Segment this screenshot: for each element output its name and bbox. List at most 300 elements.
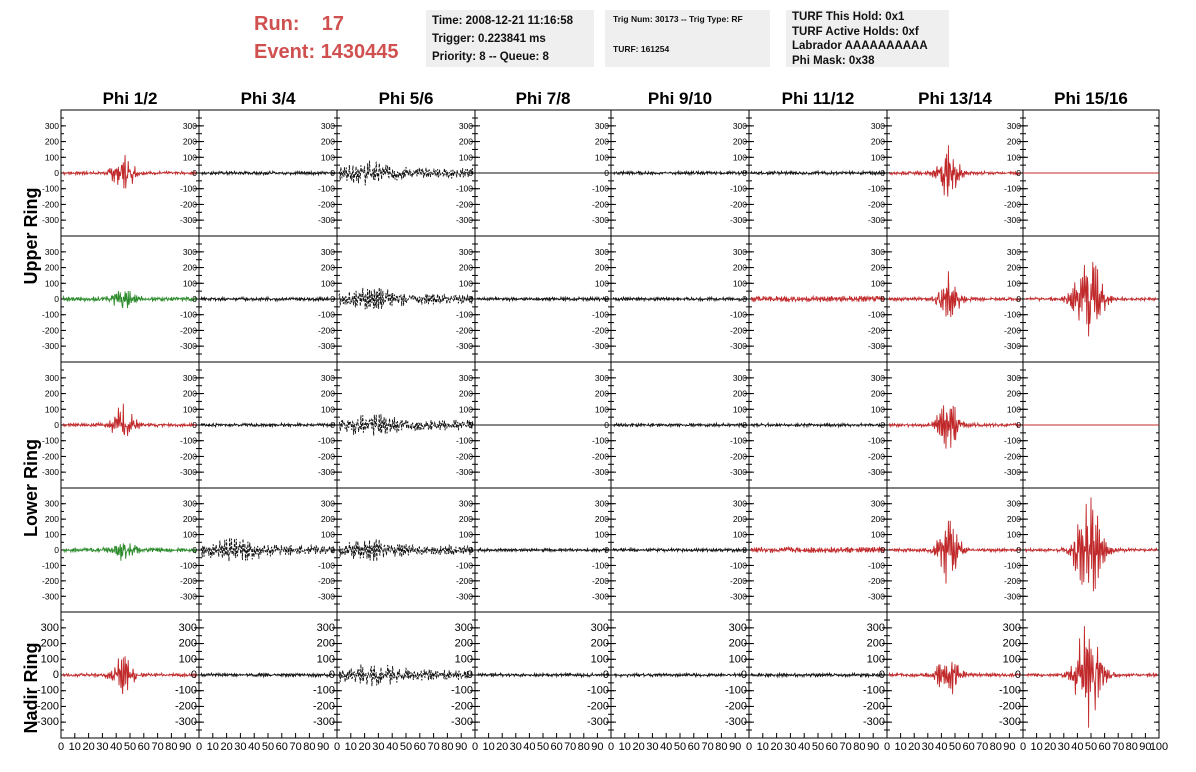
x-tick-label: 90 <box>729 741 742 753</box>
y-tick-label: -200 <box>998 700 1021 713</box>
x-tick-label: 80 <box>303 741 316 753</box>
y-tick-label: -100 <box>179 560 197 571</box>
y-tick-label: 100 <box>732 529 747 540</box>
x-tick-label: 10 <box>206 741 219 753</box>
y-tick-label: 200 <box>594 136 609 147</box>
y-tick-label: -200 <box>455 199 473 210</box>
y-tick-label: 100 <box>320 278 335 289</box>
y-tick-label: 200 <box>732 136 747 147</box>
y-tick-label: 0 <box>742 545 747 555</box>
y-tick-label: -300 <box>179 591 197 602</box>
y-tick-label: 100 <box>866 653 885 666</box>
y-tick-label: -200 <box>591 325 609 336</box>
y-tick-label: 300 <box>870 498 885 509</box>
y-tick-label: 300 <box>590 621 609 634</box>
y-tick-label: 0 <box>742 294 747 304</box>
y-tick-label: 0 <box>192 545 197 555</box>
y-tick-label: -100 <box>179 309 197 320</box>
y-tick-label: -300 <box>867 467 885 478</box>
y-tick-label: 0 <box>468 420 473 430</box>
y-tick-label: -300 <box>729 341 747 352</box>
x-tick-label: 30 <box>1057 741 1070 753</box>
y-tick-label: 0 <box>52 669 59 681</box>
y-tick-label: -300 <box>312 716 335 729</box>
y-tick-label: 100 <box>594 278 609 289</box>
y-tick-label: 200 <box>594 262 609 273</box>
y-tick-label: -200 <box>729 199 747 210</box>
y-tick-label: -200 <box>729 575 747 586</box>
x-tick-label: 90 <box>455 741 468 753</box>
y-tick-label: 100 <box>728 653 747 666</box>
waveform-panel <box>42 236 199 362</box>
y-tick-label: -100 <box>729 309 747 320</box>
x-tick-label: 20 <box>908 741 921 753</box>
y-tick-label: 0 <box>54 545 59 555</box>
y-tick-label: 300 <box>732 120 747 131</box>
x-tick-label: 30 <box>96 741 109 753</box>
y-tick-label: -300 <box>317 467 335 478</box>
y-tick-label: 200 <box>320 136 335 147</box>
column-header: Phi 7/8 <box>515 89 571 108</box>
x-tick-label: 30 <box>509 741 522 753</box>
y-tick-label: 300 <box>458 498 473 509</box>
y-tick-label: -100 <box>41 560 59 571</box>
y-tick-label: 100 <box>320 404 335 415</box>
y-tick-label: -300 <box>41 341 59 352</box>
y-tick-label: -300 <box>179 467 197 478</box>
y-tick-label: 200 <box>182 262 197 273</box>
turf-active-text: TURF Active Holds: 0xf <box>792 25 919 38</box>
y-tick-label: -200 <box>455 325 473 336</box>
y-tick-label: 0 <box>742 168 747 178</box>
y-tick-label: -100 <box>729 435 747 446</box>
y-tick-label: -100 <box>998 684 1021 697</box>
y-tick-label: -200 <box>729 451 747 462</box>
y-tick-label: -300 <box>317 215 335 226</box>
y-tick-label: 200 <box>732 514 747 525</box>
y-tick-label: -200 <box>862 700 885 713</box>
y-tick-label: 100 <box>1006 404 1021 415</box>
y-tick-label: -300 <box>867 215 885 226</box>
y-tick-label: 0 <box>604 545 609 555</box>
y-tick-label: 100 <box>320 529 335 540</box>
waveform-panel <box>868 110 1023 236</box>
y-tick-label: -200 <box>317 199 335 210</box>
y-tick-label: -100 <box>450 684 473 697</box>
y-tick-label: -300 <box>729 215 747 226</box>
y-tick-label: 100 <box>870 152 885 163</box>
y-tick-label: -100 <box>591 560 609 571</box>
y-tick-label: 300 <box>870 120 885 131</box>
y-tick-label: -300 <box>41 215 59 226</box>
x-tick-label: 80 <box>577 741 590 753</box>
turf-text: TURF: 161254 <box>613 44 670 54</box>
x-tick-label: 70 <box>289 741 302 753</box>
x-tick-label: 10 <box>618 741 631 753</box>
column-header: Phi 3/4 <box>240 89 296 108</box>
y-tick-label: -200 <box>591 451 609 462</box>
x-tick-label: 10 <box>68 741 81 753</box>
y-tick-label: -100 <box>41 435 59 446</box>
y-tick-label: -200 <box>867 325 885 336</box>
y-tick-label: -200 <box>591 575 609 586</box>
x-tick-label: 70 <box>1112 741 1125 753</box>
y-tick-label: 0 <box>878 669 885 681</box>
y-tick-label: 100 <box>44 529 59 540</box>
y-tick-label: -300 <box>450 716 473 729</box>
y-tick-label: 0 <box>54 294 59 304</box>
y-tick-label: 300 <box>182 120 197 131</box>
y-tick-label: 300 <box>594 498 609 509</box>
waveform-panel <box>456 362 611 488</box>
x-tick-label: 70 <box>839 741 852 753</box>
y-tick-label: -100 <box>591 435 609 446</box>
x-tick-label: 0 <box>333 741 341 753</box>
y-tick-label: -300 <box>862 716 885 729</box>
x-tick-label: 10 <box>756 741 769 753</box>
y-tick-label: -100 <box>724 684 747 697</box>
y-tick-label: -300 <box>729 467 747 478</box>
y-tick-label: -100 <box>455 183 473 194</box>
y-tick-label: -200 <box>867 199 885 210</box>
y-tick-label: -100 <box>312 684 335 697</box>
x-tick-label: 70 <box>151 741 164 753</box>
y-tick-label: 300 <box>182 246 197 257</box>
waveform-panel <box>318 236 475 362</box>
y-tick-label: 100 <box>44 278 59 289</box>
y-tick-label: 300 <box>44 246 59 257</box>
x-tick-label: 80 <box>853 741 866 753</box>
y-tick-label: 100 <box>732 404 747 415</box>
y-tick-label: 200 <box>44 388 59 399</box>
x-tick-label: 30 <box>372 741 385 753</box>
y-tick-label: -100 <box>317 560 335 571</box>
waveform-panel <box>592 110 749 236</box>
y-tick-label: 0 <box>468 545 473 555</box>
y-tick-label: -200 <box>317 325 335 336</box>
y-tick-label: -200 <box>450 700 473 713</box>
y-tick-label: 200 <box>458 514 473 525</box>
x-tick-label: 60 <box>687 741 700 753</box>
x-tick-label: 0 <box>745 741 753 753</box>
y-tick-label: -200 <box>1003 199 1021 210</box>
x-tick-label: 40 <box>1071 741 1084 753</box>
waveform-panel <box>868 362 1023 488</box>
y-tick-label: -100 <box>729 560 747 571</box>
priority-text: Priority: 8 -- Queue: 8 <box>432 51 549 63</box>
y-tick-label: -100 <box>1003 560 1021 571</box>
waveform-panel <box>180 110 337 236</box>
y-tick-label: -300 <box>179 341 197 352</box>
trigger-text: Trigger: 0.223841 ms <box>432 33 546 45</box>
y-tick-label: 100 <box>454 653 473 666</box>
x-tick-label: 40 <box>798 741 811 753</box>
y-tick-label: -200 <box>179 575 197 586</box>
y-tick-label: -200 <box>586 700 609 713</box>
waveform-panel <box>1004 488 1159 612</box>
x-tick-label: 90 <box>1003 741 1016 753</box>
y-tick-label: 200 <box>1002 637 1021 650</box>
y-tick-label: 200 <box>1006 262 1021 273</box>
y-tick-label: 300 <box>732 498 747 509</box>
y-tick-label: 300 <box>40 621 59 634</box>
y-tick-label: -200 <box>591 199 609 210</box>
x-tick-label: 50 <box>536 741 550 753</box>
waveform-panel <box>180 488 337 612</box>
x-tick-label: 50 <box>123 741 137 753</box>
y-tick-label: 0 <box>468 294 473 304</box>
waveform-panel <box>42 110 199 236</box>
y-tick-label: 100 <box>1006 152 1021 163</box>
y-tick-label: 100 <box>44 404 59 415</box>
event-label: Event: <box>254 41 316 63</box>
y-tick-label: 100 <box>870 404 885 415</box>
y-tick-label: 100 <box>458 404 473 415</box>
x-tick-label: 20 <box>496 741 509 753</box>
y-tick-label: -200 <box>36 700 59 713</box>
y-tick-label: 300 <box>1006 246 1021 257</box>
y-tick-label: 200 <box>870 514 885 525</box>
y-tick-label: -300 <box>174 716 197 729</box>
y-tick-label: 100 <box>178 653 197 666</box>
y-tick-label: -300 <box>455 467 473 478</box>
y-tick-label: 200 <box>458 262 473 273</box>
y-tick-label: -200 <box>179 325 197 336</box>
y-tick-label: -100 <box>174 684 197 697</box>
x-tick-label: 0 <box>471 741 479 753</box>
y-tick-label: 200 <box>320 514 335 525</box>
y-tick-label: 300 <box>182 372 197 383</box>
y-tick-label: -100 <box>1003 435 1021 446</box>
run-value: 17 <box>321 13 345 35</box>
y-tick-label: 100 <box>1006 529 1021 540</box>
x-tick-label: 40 <box>523 741 536 753</box>
y-tick-label: 100 <box>182 152 197 163</box>
x-tick-label: 20 <box>220 741 233 753</box>
y-tick-label: 200 <box>870 136 885 147</box>
y-tick-label: 300 <box>182 498 197 509</box>
y-tick-label: 0 <box>54 420 59 430</box>
y-tick-label: 300 <box>866 621 885 634</box>
x-tick-label: 40 <box>110 741 123 753</box>
x-tick-label: 10 <box>894 741 907 753</box>
y-tick-label: -300 <box>455 341 473 352</box>
waveform-panel <box>592 488 749 612</box>
y-tick-label: 200 <box>732 388 747 399</box>
y-tick-label: 300 <box>870 372 885 383</box>
y-tick-label: 0 <box>192 420 197 430</box>
waveform-panel <box>318 488 475 612</box>
waveform-panel <box>999 612 1159 738</box>
y-tick-label: -300 <box>591 467 609 478</box>
y-tick-label: -100 <box>317 435 335 446</box>
x-tick-label: 10 <box>344 741 357 753</box>
y-tick-label: 100 <box>182 278 197 289</box>
y-tick-label: 300 <box>870 246 885 257</box>
waveform-panel <box>868 236 1023 362</box>
x-tick-label: 0 <box>607 741 615 753</box>
y-tick-label: 0 <box>604 168 609 178</box>
y-tick-label: -300 <box>591 591 609 602</box>
y-tick-label: -200 <box>179 451 197 462</box>
waveform-panel <box>318 110 475 236</box>
y-tick-label: -200 <box>41 575 59 586</box>
column-header: Phi 5/6 <box>378 89 434 108</box>
ring-label: Nadir Ring <box>21 642 41 734</box>
x-tick-label: 90 <box>867 741 880 753</box>
x-tick-label: 0 <box>883 741 891 753</box>
y-tick-label: 200 <box>182 136 197 147</box>
y-tick-label: 0 <box>740 669 747 681</box>
y-tick-label: -100 <box>867 435 885 446</box>
y-tick-label: 100 <box>594 404 609 415</box>
waveform-panel <box>456 110 611 236</box>
y-tick-label: 200 <box>44 136 59 147</box>
y-tick-label: 0 <box>192 168 197 178</box>
x-tick-label: 20 <box>82 741 95 753</box>
y-tick-label: 300 <box>320 498 335 509</box>
y-tick-label: -300 <box>41 591 59 602</box>
x-tick-label: 80 <box>715 741 728 753</box>
x-tick-label: 90 <box>179 741 192 753</box>
x-tick-label: 60 <box>550 741 563 753</box>
y-tick-label: -200 <box>455 451 473 462</box>
waveform-panel <box>1004 110 1159 236</box>
y-tick-label: -200 <box>867 575 885 586</box>
x-tick-label: 20 <box>770 741 783 753</box>
y-tick-label: -100 <box>317 309 335 320</box>
waveform-panel <box>180 236 337 362</box>
y-tick-label: -200 <box>174 700 197 713</box>
x-tick-label: 90 <box>1139 741 1152 753</box>
column-header: Phi 13/14 <box>918 89 992 108</box>
waveform-panel <box>868 488 1023 612</box>
y-tick-label: 100 <box>458 529 473 540</box>
y-tick-label: 0 <box>880 168 885 178</box>
x-tick-label: 20 <box>358 741 371 753</box>
x-tick-label: 50 <box>399 741 413 753</box>
y-tick-label: -100 <box>455 560 473 571</box>
y-tick-label: 200 <box>40 637 59 650</box>
y-tick-label: -100 <box>41 183 59 194</box>
x-tick-label: 100 <box>1149 741 1169 753</box>
y-tick-label: 0 <box>328 669 335 681</box>
y-tick-label: -300 <box>586 716 609 729</box>
y-tick-label: 100 <box>732 278 747 289</box>
x-tick-label: 70 <box>701 741 714 753</box>
x-tick-label: 50 <box>1084 741 1098 753</box>
x-tick-label: 50 <box>948 741 962 753</box>
y-tick-label: 200 <box>316 637 335 650</box>
y-tick-label: -300 <box>317 591 335 602</box>
y-tick-label: -200 <box>317 451 335 462</box>
y-tick-label: -100 <box>179 435 197 446</box>
y-tick-label: 300 <box>320 246 335 257</box>
x-tick-label: 90 <box>317 741 330 753</box>
x-tick-label: 90 <box>591 741 604 753</box>
y-tick-label: 100 <box>458 152 473 163</box>
y-tick-label: -100 <box>729 183 747 194</box>
y-tick-label: 300 <box>458 120 473 131</box>
y-tick-label: -200 <box>41 199 59 210</box>
x-tick-label: 70 <box>976 741 989 753</box>
waveform-panel <box>730 362 887 488</box>
y-tick-label: 200 <box>178 637 197 650</box>
y-tick-label: 300 <box>594 120 609 131</box>
y-tick-label: 0 <box>468 168 473 178</box>
y-tick-label: 100 <box>594 529 609 540</box>
y-tick-label: 0 <box>742 420 747 430</box>
y-tick-label: -300 <box>1003 467 1021 478</box>
y-tick-label: 100 <box>182 529 197 540</box>
x-tick-label: 70 <box>427 741 440 753</box>
x-tick-label: 0 <box>195 741 203 753</box>
y-tick-label: 300 <box>178 621 197 634</box>
y-tick-label: 100 <box>182 404 197 415</box>
waveform-panel <box>730 110 887 236</box>
x-tick-label: 10 <box>1030 741 1043 753</box>
y-tick-label: 100 <box>732 152 747 163</box>
y-tick-label: -300 <box>317 341 335 352</box>
waveform-panel <box>318 362 475 488</box>
y-tick-label: -200 <box>41 325 59 336</box>
y-tick-label: -100 <box>1003 309 1021 320</box>
waveform-panel <box>42 362 199 488</box>
x-tick-label: 60 <box>413 741 426 753</box>
y-tick-label: 100 <box>40 653 59 666</box>
y-tick-label: -300 <box>1003 341 1021 352</box>
y-tick-label: 100 <box>590 653 609 666</box>
y-tick-label: 200 <box>44 514 59 525</box>
y-tick-label: -100 <box>455 309 473 320</box>
y-tick-label: 0 <box>880 545 885 555</box>
x-tick-label: 30 <box>646 741 659 753</box>
ring-label: Upper Ring <box>21 187 41 285</box>
x-tick-label: 40 <box>935 741 948 753</box>
y-tick-label: 300 <box>728 621 747 634</box>
y-tick-label: 200 <box>454 637 473 650</box>
y-tick-label: -100 <box>867 560 885 571</box>
waveform-panel <box>730 236 887 362</box>
column-header: Phi 1/2 <box>102 89 158 108</box>
y-tick-label: 300 <box>458 372 473 383</box>
y-tick-label: 0 <box>330 294 335 304</box>
y-tick-label: 200 <box>870 262 885 273</box>
y-tick-label: 0 <box>190 669 197 681</box>
y-tick-label: 100 <box>44 152 59 163</box>
y-tick-label: 200 <box>458 388 473 399</box>
y-tick-label: -300 <box>1003 591 1021 602</box>
y-tick-label: -100 <box>41 309 59 320</box>
x-tick-label: 30 <box>234 741 247 753</box>
y-tick-label: 300 <box>44 498 59 509</box>
y-tick-label: 0 <box>880 294 885 304</box>
y-tick-label: 200 <box>182 388 197 399</box>
y-tick-label: 0 <box>1014 669 1021 681</box>
x-tick-label: 30 <box>921 741 934 753</box>
y-tick-label: 200 <box>594 388 609 399</box>
x-tick-label: 20 <box>1044 741 1057 753</box>
waveform-panel <box>456 488 611 612</box>
waveform-panel <box>1004 236 1159 362</box>
x-tick-label: 60 <box>962 741 975 753</box>
y-tick-label: 300 <box>316 621 335 634</box>
x-tick-label: 60 <box>275 741 288 753</box>
column-header: Phi 11/12 <box>781 89 855 108</box>
y-tick-label: 100 <box>870 278 885 289</box>
ring-label: Lower Ring <box>21 439 41 537</box>
y-tick-label: 300 <box>458 246 473 257</box>
